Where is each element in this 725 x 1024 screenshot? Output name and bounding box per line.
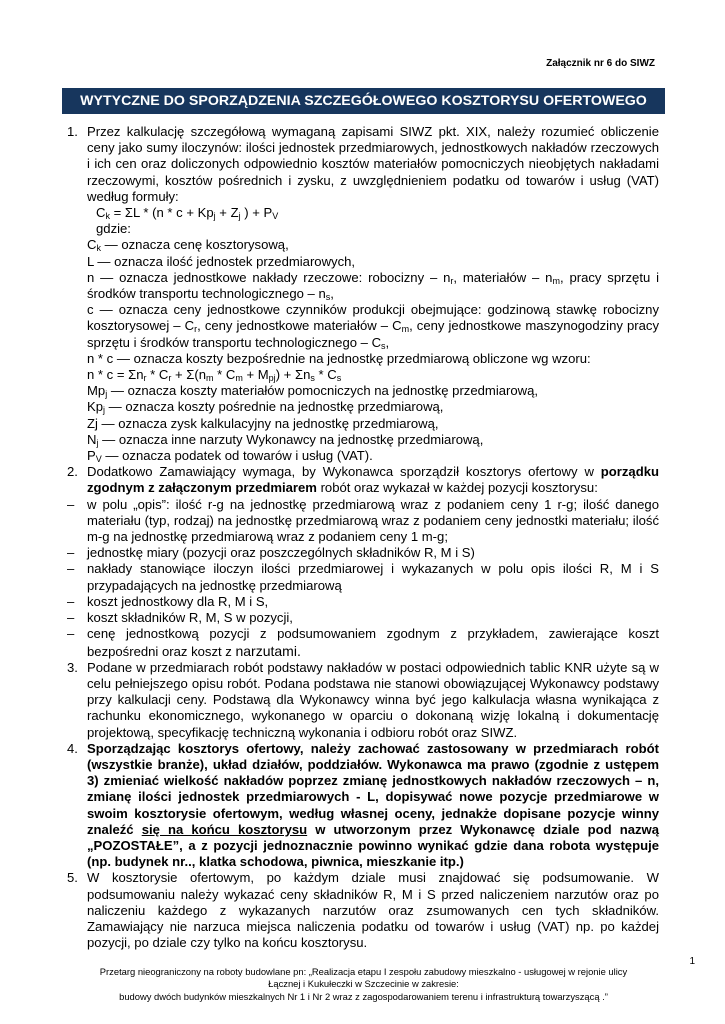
footer-line: budowy dwóch budynków mieszkalnych Nr 1 i Nr 2 wraz z zagospodarowaniem terenu i infrastrukturą towarzyszącą .” bbox=[119, 990, 608, 1002]
definition-ck: $C_k$ — oznacza cenę kosztorysową, bbox=[87, 237, 289, 254]
item-text: Przez kalkulację szczegółową wymaganą zapisami SIWZ pkt. XIX, należy rozumieć obliczenie ceny jako sumy iloczynów: ilości jednostek przedmiarowych, jednostkowych nakładów rzeczowych i ich cen oraz doliczonych odpowiednio kosztów materiałów pomocniczych nieobjętych nakładami rzeczowymi, kosztów pośrednich i zysku, z uwzględnieniem podatku od towarów i usług (VAT) według formuły: bbox=[87, 124, 659, 204]
definition-zj: Zj — oznacza zysk kalkulacyjny na jednostkę przedmiarową, bbox=[87, 415, 439, 431]
item-number: 2. bbox=[67, 464, 78, 480]
bullet-item: – jednostkę miary (pozycji oraz poszczególnych składników R, M i S) bbox=[67, 545, 475, 561]
item-number: 5. bbox=[67, 870, 78, 886]
item-text: W kosztorysie ofertowym, po każdym dziale musi znajdować się podsumowanie. W podsumowaniu należy wykazać ceny składników R, M i S przed naliczeniem narzutów oraz po naliczeniu każdego z wykazanych narzutów oraz zsumowanych cen tych składników. Zamawiający nie narzuca miejsca naliczenia podatku od towarów i usług (VAT) np. po każdej pozycji, po dziale czy tylko na końcu kosztorysu. bbox=[87, 870, 659, 951]
definition-kp: $Kp_j$ — oznacza koszty pośrednie na jednostkę przedmiarową, bbox=[87, 399, 444, 416]
definition-nc: n * c — oznacza koszty bezpośrednie na jednostkę przedmiarową obliczone wg wzoru: bbox=[87, 350, 591, 366]
definition-l: L — oznacza ilość jednostek przedmiarowych, bbox=[87, 253, 356, 269]
bullet-item: – koszt jednostkowy dla R, M i S, bbox=[67, 593, 269, 609]
document-title: WYTYCZNE DO SPORZĄDZENIA SZCZEGÓŁOWEGO KOSZTORYSU OFERTOWEGO bbox=[62, 88, 665, 114]
item-number: 4. bbox=[67, 740, 78, 756]
page-footer bbox=[62, 966, 665, 1003]
list-item-4 bbox=[62, 741, 659, 871]
definition-mp: $Mp_j$ — oznacza koszty materiałów pomocniczych na jednostkę przedmiarową, bbox=[87, 383, 539, 400]
list-item-2 bbox=[62, 464, 659, 496]
where-label: gdzie: bbox=[96, 221, 131, 237]
bullet-item: – cenę jednostkową pozycji z podsumowaniem zgodnym z przykładem, zawierające koszt bezpośredni oraz koszt z narzutami. bbox=[67, 626, 659, 659]
list-item-1 bbox=[62, 124, 659, 464]
page-number: 1 bbox=[689, 956, 695, 967]
item-number: 1. bbox=[67, 124, 78, 139]
formula-cost: $C_k = \Sigma L * (n * c + Kp_j + Z_j$ ) + $P_V$ bbox=[96, 205, 279, 222]
item-number: 3. bbox=[67, 659, 78, 675]
footer-line: Przetarg nieograniczony na roboty budowlane pn: „Realizacja etapu I zespołu zabudowy mieszkalno - usługowej w rejonie ulicy bbox=[99, 966, 628, 977]
item-text: Dodatkowo Zamawiający wymaga, by Wykonawca sporządził kosztorys ofertowy w porządku zgodnym z załączonym przedmiarem robót oraz wykazał w każdej pozycji kosztorysu: bbox=[87, 464, 659, 496]
definition-c: c — oznacza ceny jednostkowe czynników produkcji obejmujące: godzinową stawkę robocizny kosztorysowej – $C_r$, ceny jednostkowe materiałów – $C_m$, ceny jednostkowe maszynogodziny pracy sprzętu i środków transportu technologicznego – $C_s$, bbox=[87, 302, 659, 351]
bullet-item: – w polu „opis”: ilość r-g na jednostkę przedmiarową wraz z podaniem ceny 1 r-g; ilość danego materiału (typ, rodzaj) na jednostkę przedmiarową wraz z podaniem ceny jednostki materiału; ilość m-g na jednostkę przedmiarową wraz z podaniem ceny 1 m-g; bbox=[67, 496, 659, 545]
definition-pv: $P_V$ — oznacza podatek od towarów i usług (VAT). bbox=[87, 448, 373, 465]
item-text: Podane w przedmiarach robót podstawy nakładów w postaci odpowiednich tablic KNR użyte są w celu pełniejszego opisu robót. Podana podstawa nie stanowi obowiązującej Wykonawcy podstawy przy kalkulacji ceny. Podstawą dla Wykonawcy winna być jego kalkulacja własna wynikająca z rachunku ekonomicznego, wykonanego w oparciu o dokonaną wizję lokalną i dokumentację projektową, specyfikację techniczną wykonania i odbioru robót oraz SIWZ. bbox=[87, 659, 659, 740]
annex-label: Załącznik nr 6 do SIWZ bbox=[546, 58, 655, 69]
list-item-3 bbox=[62, 660, 659, 741]
formula-direct-cost: $n * c = \Sigma n_r * C_r + \Sigma(n_m * C_m + M_{pj}) + \Sigma n_s * C_s$ bbox=[87, 367, 342, 384]
item-text: Sporządzając kosztorys ofertowy, należy zachować zastosowany w przedmiarach robót (wszystkie branże), układ działów, poddziałów. Wykonawca ma prawo (zgodnie z ustępem 3) zmieniać wielkość nakładów poprzez zmianę jednostkowych nakładów rzeczowych – n, zmianę ilości jednostek przedmiarowych - L, dopisywać nowe pozycje przedmiarowe w swoim kosztorysie ofertowym, według własnej oceny, jednakże dopisane pozycje winny znaleźć się na końcu kosztorysu w utworzonym przez Wykonawcę dziale pod nazwą „POZOSTAŁE”, a z pozycji jednoznacznie powinno wynikać gdzie dana robota występuje (np. budynek nr.., klatka schodowa, piwnica, mieszkanie itp.) bbox=[87, 740, 659, 870]
definition-n: n — oznacza jednostkowe nakłady rzeczowe: robocizny – $n_r$, materiałów – $n_m$, pracy sprzętu i środków transportu technologicznego – $n_s$, bbox=[87, 269, 659, 303]
bullet-item: – nakłady stanowiące iloczyn ilości przedmiarowej i wykazanych w polu opis ilości R, M i S przypadających na jednostkę przedmiarową bbox=[67, 561, 659, 593]
bullet-item: – koszt składników R, M, S w pozycji, bbox=[67, 610, 293, 626]
footer-line: Łącznej i Kukułeczki w Szczecinie w zakresie: bbox=[268, 978, 459, 990]
document-body bbox=[62, 124, 659, 951]
definition-nj: $N_j$ — oznacza inne narzuty Wykonawcy na jednostkę przedmiarową, bbox=[87, 431, 484, 448]
list-item-5 bbox=[62, 870, 659, 951]
